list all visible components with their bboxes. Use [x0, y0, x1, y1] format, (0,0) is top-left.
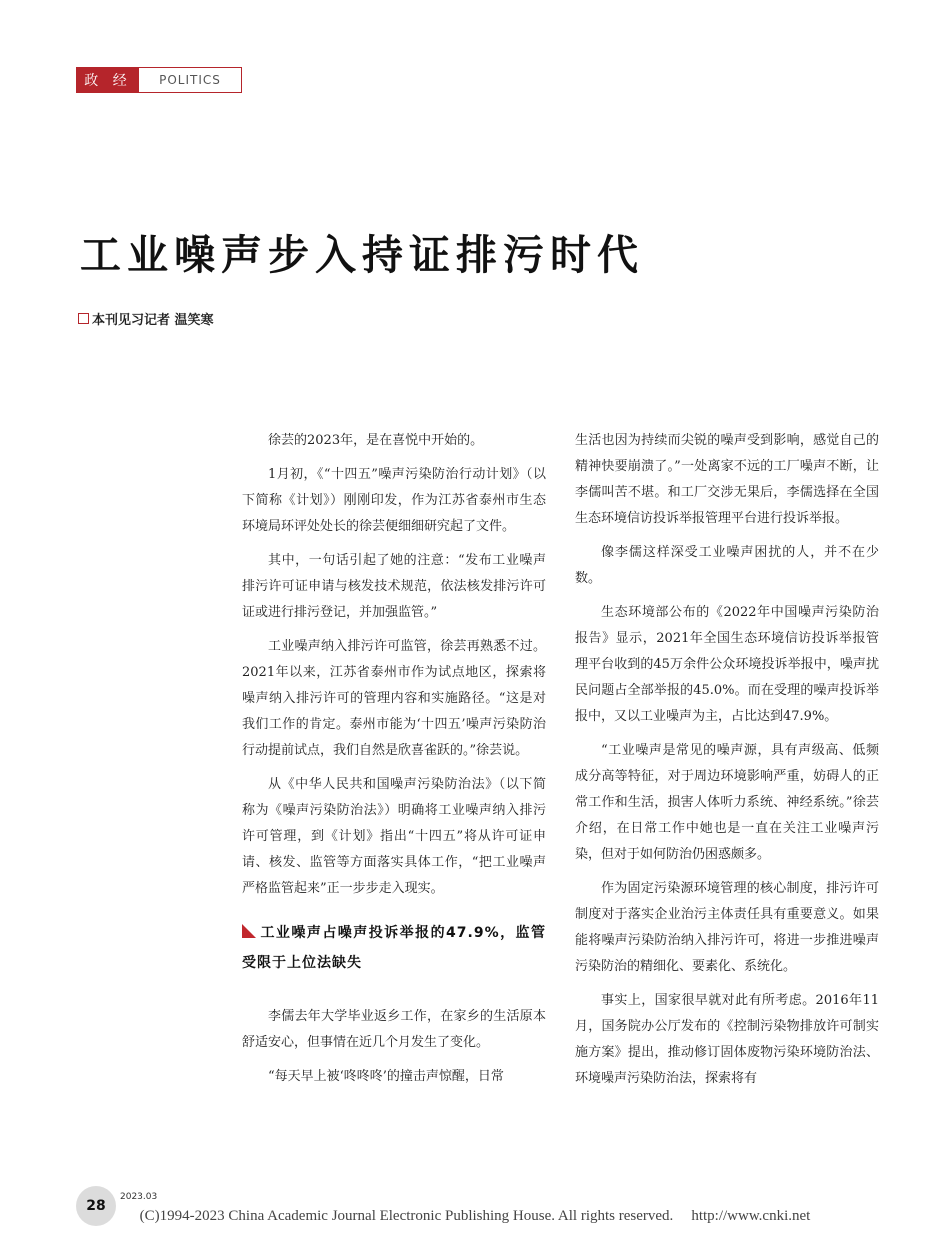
- section-tag: [76, 67, 242, 93]
- paragraph: 工业噪声纳入排污许可监管，徐芸再熟悉不过。2021年以来，江苏省泰州市作为试点地区，探索将噪声纳入排污许可的管理内容和实施路径。“这是对我们工作的肯定。泰州市能为‘十四五’噪声污染防治行动提前试点，我们自然是欣喜雀跃的。”徐芸说。: [242, 639, 546, 758]
- paragraph: 从《中华人民共和国噪声污染防治法》（以下简称为《噪声污染防治法》）明确将工业噪声纳入排污许可管理，到《计划》指出“十四五”将从许可证申请、核发、监管等方面落实具体工作，“把工业噪声严格监管起来”正一步步走入现实。: [242, 777, 546, 896]
- byline-box-icon: [78, 313, 89, 324]
- paragraph: 其中，一句话引起了她的注意：“发布工业噪声排污许可证申请与核发技术规范，依法核发排污许可证或进行排污登记，并加强监管。”: [242, 553, 546, 620]
- section-subhead: [242, 918, 546, 978]
- byline: [78, 309, 214, 328]
- paragraph: 李儒去年大学毕业返乡工作，在家乡的生活原本舒适安心，但事情在近几个月发生了变化。: [242, 1009, 546, 1050]
- section-label-en: POLITICS: [159, 73, 221, 87]
- copyright-text: (C)1994-2023 China Academic Journal Electronic Publishing House. All rights reserved.: [139, 1208, 674, 1224]
- paragraph: 作为固定污染源环境管理的核心制度，排污许可制度对于落实企业治污主体责任具有重要意义。如果能将噪声污染防治纳入排污许可，将进一步推进噪声污染防治的精细化、要素化、系统化。: [575, 881, 879, 974]
- article-title: 工业噪声步入持证排污时代: [80, 231, 644, 279]
- page-number: 28: [76, 1186, 116, 1226]
- paragraph: 徐芸的2023年，是在喜悦中开始的。: [268, 433, 484, 448]
- copyright-notice: [0, 1208, 950, 1225]
- paragraph: 1月初，《“十四五”噪声污染防治行动计划》（以下简称《计划》）刚刚印发，作为江苏省泰州市生态环境局环评处处长的徐芸便细细研究起了文件。: [242, 467, 546, 534]
- triangle-marker-icon: [242, 924, 256, 938]
- paragraph: 像李儒这样深受工业噪声困扰的人，并不在少数。: [575, 545, 879, 586]
- paragraph-continued: 生活也因为持续而尖锐的噪声受到影响，感觉自己的精神快要崩溃了。”一处离家不远的工厂噪声不断，让李儒叫苦不堪。和工厂交涉无果后，李儒选择在全国生态环境信访投诉举报管理平台进行投诉举报。: [575, 433, 879, 526]
- left-column: [242, 428, 546, 1098]
- paragraph: “每天早上被‘咚咚咚’的撞击声惊醒，日常: [268, 1069, 504, 1084]
- section-label-cn: 政 经: [77, 68, 139, 92]
- subhead-text: 工业噪声占噪声投诉举报的47.9%，监管受限于上位法缺失: [242, 925, 546, 971]
- paragraph: “工业噪声是常见的噪声源，具有声级高、低频成分高等特征，对于周边环境影响严重，妨碍人的正常工作和生活，损害人体听力系统、神经系统。”徐芸介绍，在日常工作中她也是一直在关注工业噪声污染，但对于如何防治仍困惑颇多。: [575, 743, 879, 862]
- paragraph: 生态环境部公布的《2022年中国噪声污染防治报告》显示，2021年全国生态环境信访投诉举报管理平台收到的45万余件公众环境投诉举报中，噪声扰民问题占全部举报的45.0%。而在受理的噪声投诉举报中，又以工业噪声为主，占比达到47.9%。: [575, 605, 879, 724]
- right-column: [575, 428, 879, 1100]
- issue-date: 2023.03: [120, 1192, 158, 1202]
- byline-text: 本刊见习记者 温笑寒: [92, 313, 214, 328]
- paragraph: 事实上，国家很早就对此有所考虑。2016年11月，国务院办公厅发布的《控制污染物排放许可制实施方案》提出，推动修订固体废物污染环境防治法、环境噪声污染防治法，探索将有: [575, 993, 879, 1086]
- copyright-url[interactable]: http://www.cnki.net: [691, 1208, 811, 1224]
